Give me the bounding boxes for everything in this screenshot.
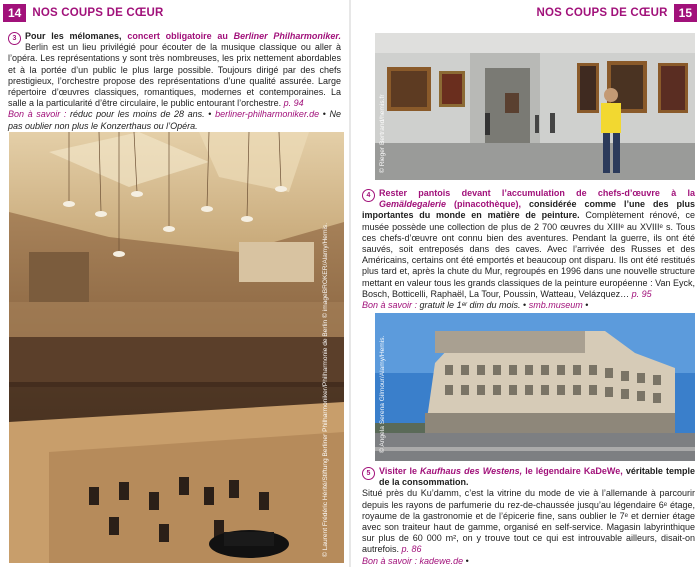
left-header — [3, 3, 170, 23]
item-lead: Rester pantois devant l’accumulation de chefs-d’œuvre à la — [379, 188, 695, 198]
kadewe-photo — [375, 313, 695, 461]
item-highlight-name: Berliner Philharmoniker. — [233, 31, 341, 41]
website-link[interactable]: berliner-philharmoniker.de — [215, 109, 320, 120]
page-number: 15 — [674, 4, 697, 22]
page-ref[interactable]: p. 86 — [401, 544, 422, 555]
tip-text: gratuit le 1ᵉʳ dim du mois. — [419, 300, 521, 311]
item-number-badge: 4 — [362, 189, 375, 202]
page-number: 14 — [3, 4, 26, 22]
photo-credit: © Rieger Bertrand/hemis.fr — [379, 94, 386, 173]
item-body: Complètement rénové, ce musée possède une collection de plus de 2 700 œuvres du XIIIᵉ au XVIIIᵉ s. Tous ces chefs-d’œuvre ont connu bien des aventures. Pendant la guerre, ils ont été sauvés, soit entreposés dans des caves. Avec l’arrivée des Russes et des Américains, certains ont été emportés et beaucoup ont disparu. Ils ont été restitués plus tard et, après la chute du Mur, regroupés en 1996 dans une nouvelle structure mettant en valeur tous les grands classiques de la peinture européenne : Van Eyck, Bosch, Botticelli, Raphaël, La Tour, Poussin, Watteau, Velázquez… — [362, 210, 695, 299]
page-ref[interactable]: p. 94 — [283, 98, 304, 109]
philharmonie-photo — [9, 132, 344, 563]
item-5-text: 5 Visiter le Kaufhaus des Westens, le légendaire KaDeWe, véritable temple de la consommation. Situé près du Ku’damm, c’est la vitrine du mode de vie à l’allemande à parcourir depuis les rayons de parfumerie du rez-de-chaussée jusqu’au légendaire 6ᵉ étage, royaume de la gastronomie et de l’épicerie fine, sans oublier le 7ᵉ et dernier étage avec son traiteur haut de gamme, organisé en self-service. Magasin labyrinthique sur plus de 60 000 m², on y trouve tout ce qui est introuvable ailleurs, disait-on autrefois. p. 86 Bon à savoir : kadewe.de • — [362, 466, 695, 566]
photo-credit: © Laurent Frédéric Hérité/Stiftung Berliner Philharmoniker/Philharmonie de Berlin © imageBROKER/Alamy/Hemis. — [322, 222, 329, 557]
item-lead-rest: véritable temple de la consommation. — [379, 466, 695, 488]
page-ref[interactable]: p. 95 — [631, 288, 652, 299]
item-lead-paren: (pinacothèque), — [454, 199, 522, 210]
right-header — [530, 3, 697, 23]
section-title: NOS COUPS DE CŒUR — [32, 7, 164, 19]
item-number-badge: 3 — [8, 32, 21, 45]
website-link[interactable]: kadewe.de — [419, 555, 464, 566]
right-page — [350, 0, 700, 567]
tip-label: Bon à savoir : — [362, 555, 418, 566]
item-lead: Visiter le — [379, 466, 417, 476]
item-body: Situé près du Ku’damm, c’est la vitrine du mode de vie à l’allemande à parcourir depuis les rayons de parfumerie du rez-de-chaussée jusqu’au légendaire 6ᵉ étage, royaume de la gastronomie et de l’épicerie fine, sans oublier le 7ᵉ et dernier étage avec son traiteur haut de gamme, organisé en self-service. Magasin labyrinthique sur plus de 60 000 m², on y trouve tout ce qui est introuvable ailleurs, disait-on autrefois. — [362, 488, 695, 555]
item-number-badge: 5 — [362, 467, 375, 480]
item-body: Berlin est un lieu privilégié pour écouter de la musique classique ou aller à l’opéra. Les représentations y sont très nombreuses, les prix nettement abordables et à la portée d’un public le plus large possible. Toujours dirigé par des chefs prestigieux, l’orchestre propose des représentations d’une qualité assurée. Large répertoire d’œuvres classiques, romantiques, modernes et contemporaines. La salle a la particularité d’être circulaire, le public entourant l’orchestre. — [8, 42, 341, 109]
tip-text: réduc pour les moins de 28 ans. — [69, 109, 205, 120]
section-title: NOS COUPS DE CŒUR — [536, 7, 668, 19]
item-lead-rest: considérée comme l’une des plus importantes du monde en matière de peinture. — [362, 199, 695, 221]
item-lead2: le légendaire KaDeWe, — [525, 466, 623, 476]
photo-credit: © Angela Serena Gilmour/Alamy/Hemis. — [379, 335, 386, 453]
website-link[interactable]: smb.museum — [528, 300, 583, 311]
tip-end: Ne pas oublier non plus le Konzerthaus ou l’Opéra. — [8, 109, 342, 131]
item-highlight: concert obligatoire au — [127, 31, 228, 41]
tip-label: Bon à savoir : — [8, 109, 67, 120]
item-lead-name: Gemäldegalerie — [379, 199, 447, 210]
tip-label: Bon à savoir : — [362, 300, 418, 311]
item-3-text: 3 Pour les mélomanes, concert obligatoire au Berliner Philharmoniker. Berlin est un lieu privilégié pour écouter de la musique classique ou aller à l’opéra. Les représentations y sont très nombreuses, les prix nettement abordables et à la portée d’un public le plus large possible. Toujours dirigé par des chefs prestigieux, l’orchestre propose des représentations d’une qualité assurée. Large répertoire d’œuvres classiques, romantiques, modernes et contemporaines. La salle a la particularité d’être circulaire, le public entourant l’orchestre. p. 94 Bon à savoir : réduc pour les moins de 28 ans. • berliner-philharmoniker.de • Ne pas oublier non plus le Konzerthaus ou l’Opéra. — [8, 31, 342, 131]
item-lead: Pour les mélomanes, — [25, 31, 122, 41]
item-4-text: 4 Rester pantois devant l’accumulation de chefs-d’œuvre à la Gemäldegalerie (pinacothèque), considérée comme l’une des plus importantes du monde en matière de peinture. Complètement rénové, ce musée possède une collection de plus de 2 700 œuvres du XIIIᵉ au XVIIIᵉ s. Tous ces chefs-d’œuvre ont connu bien des aventures. Pendant la guerre, ils ont été sauvés, soit entreposés dans des caves. Avec l’arrivée des Russes et des Américains, certains ont été emportés et beaucoup ont disparu. Ils ont été restitués plus tard et, après la chute du Mur, regroupés en 1996 dans une nouvelle structure mettant en valeur tous les grands classiques de la peinture européenne : Van Eyck, Bosch, Botticelli, Raphaël, La Tour, Poussin, Watteau, Velázquez… p. 95 Bon à savoir : gratuit le 1ᵉʳ dim du mois. • smb.museum • — [362, 188, 695, 311]
item-lead-name: Kaufhaus des Westens, — [420, 466, 523, 476]
gemaldegalerie-photo — [375, 33, 695, 180]
